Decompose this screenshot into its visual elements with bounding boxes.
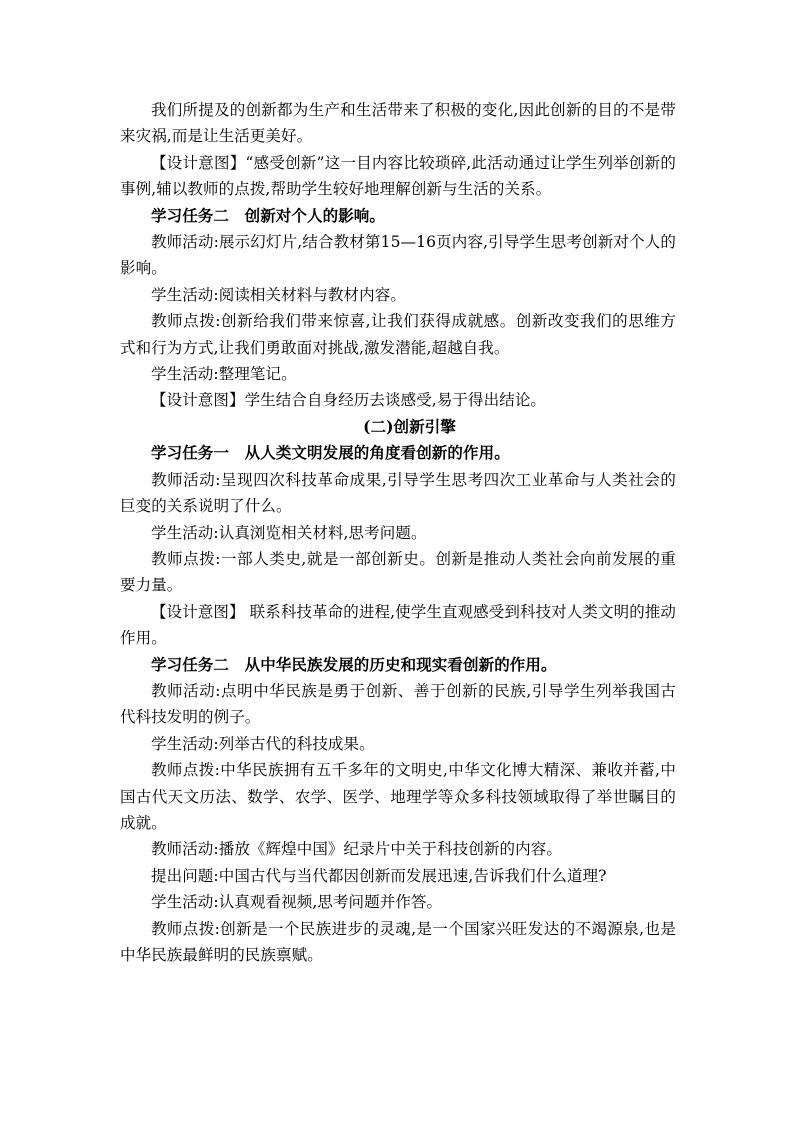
paragraph-question: 提出问题:中国古代与当代都因创新而发展迅速,告诉我们什么道理? — [151, 866, 607, 885]
heading-task-1-civilization: 学习任务一 从人类文明发展的角度看创新的作用。 — [151, 443, 510, 463]
paragraph-teacher-activity-3: 教师活动:点明中华民族是勇于创新、善于创新的民族,引导学生列举我国古代科技发明的例子。 — [120, 681, 676, 727]
document-body — [120, 97, 676, 968]
paragraph-student-activity-3: 学生活动:认真浏览相关材料,思考问题。 — [151, 523, 427, 542]
paragraph-teacher-guidance-1: 教师点拨:创新给我们带来惊喜,让我们获得成就感。创新改变我们的思维方式和行为方式,让我们勇敢面对挑战,激发潜能,超越自我。 — [120, 312, 676, 357]
paragraph-student-activity-4: 学生活动:列举古代的科技成果。 — [151, 734, 375, 753]
paragraph-design-intent-2: 【设计意图】学生结合自身经历去谈感受,易于得出结论。 — [151, 391, 547, 410]
paragraph-teacher-activity-4: 教师活动:播放《辉煌中国》纪录片中关于科技创新的内容。 — [151, 840, 562, 859]
paragraph-teacher-guidance-4: 教师点拨:创新是一个民族进步的灵魂,是一个国家兴旺发达的不竭源泉,也是中华民族最鲜明的民族禀赋。 — [120, 919, 676, 964]
paragraph-teacher-activity-1: 教师活动:展示幻灯片,结合教材第15—16页内容,引导学生思考创新对个人的影响。 — [120, 233, 676, 278]
paragraph-innovation-purpose: 我们所提及的创新都为生产和生活带来了积极的变化,因此创新的目的不是带来灾祸,而是让生活更美好。 — [120, 101, 676, 146]
heading-task-2-nation: 学习任务二 从中华民族发展的历史和现实看创新的作用。 — [151, 654, 557, 674]
paragraph-student-activity-5: 学生活动:认真观看视频,思考问题并作答。 — [151, 893, 443, 912]
paragraph-student-activity-2: 学生活动:整理笔记。 — [151, 365, 297, 384]
paragraph-teacher-guidance-2: 教师点拨:一部人类史,就是一部创新史。创新是推动人类社会向前发展的重要力量。 — [120, 549, 676, 595]
paragraph-student-activity-1: 学生活动:阅读相关材料与教材内容。 — [151, 285, 406, 304]
heading-task-2-personal: 学习任务二 创新对个人的影响。 — [151, 205, 386, 225]
section-title-innovation-engine: (二)创新引擎 — [363, 416, 456, 436]
paragraph-teacher-guidance-3: 教师点拨:中华民族拥有五千多年的文明史,中华文化博大精深、兼收并蓄,中国古代天文历法、数学、农学、医学、地理学等众多科技领域取得了举世瞩目的成就。 — [120, 761, 676, 832]
paragraph-design-intent-3: 【设计意图】 联系科技革命的进程,使学生直观感受到科技对人类文明的推动作用。 — [120, 602, 676, 648]
paragraph-teacher-activity-2: 教师活动:呈现四次科技革命成果,引导学生思考四次工业革命与人类社会的巨变的关系说明了什么。 — [120, 470, 676, 516]
paragraph-design-intent-1: 【设计意图】“感受创新”这一目内容比较琐碎,此活动通过让学生列举创新的事例,辅以教师的点拨,帮助学生较好地理解创新与生活的关系。 — [120, 153, 676, 199]
